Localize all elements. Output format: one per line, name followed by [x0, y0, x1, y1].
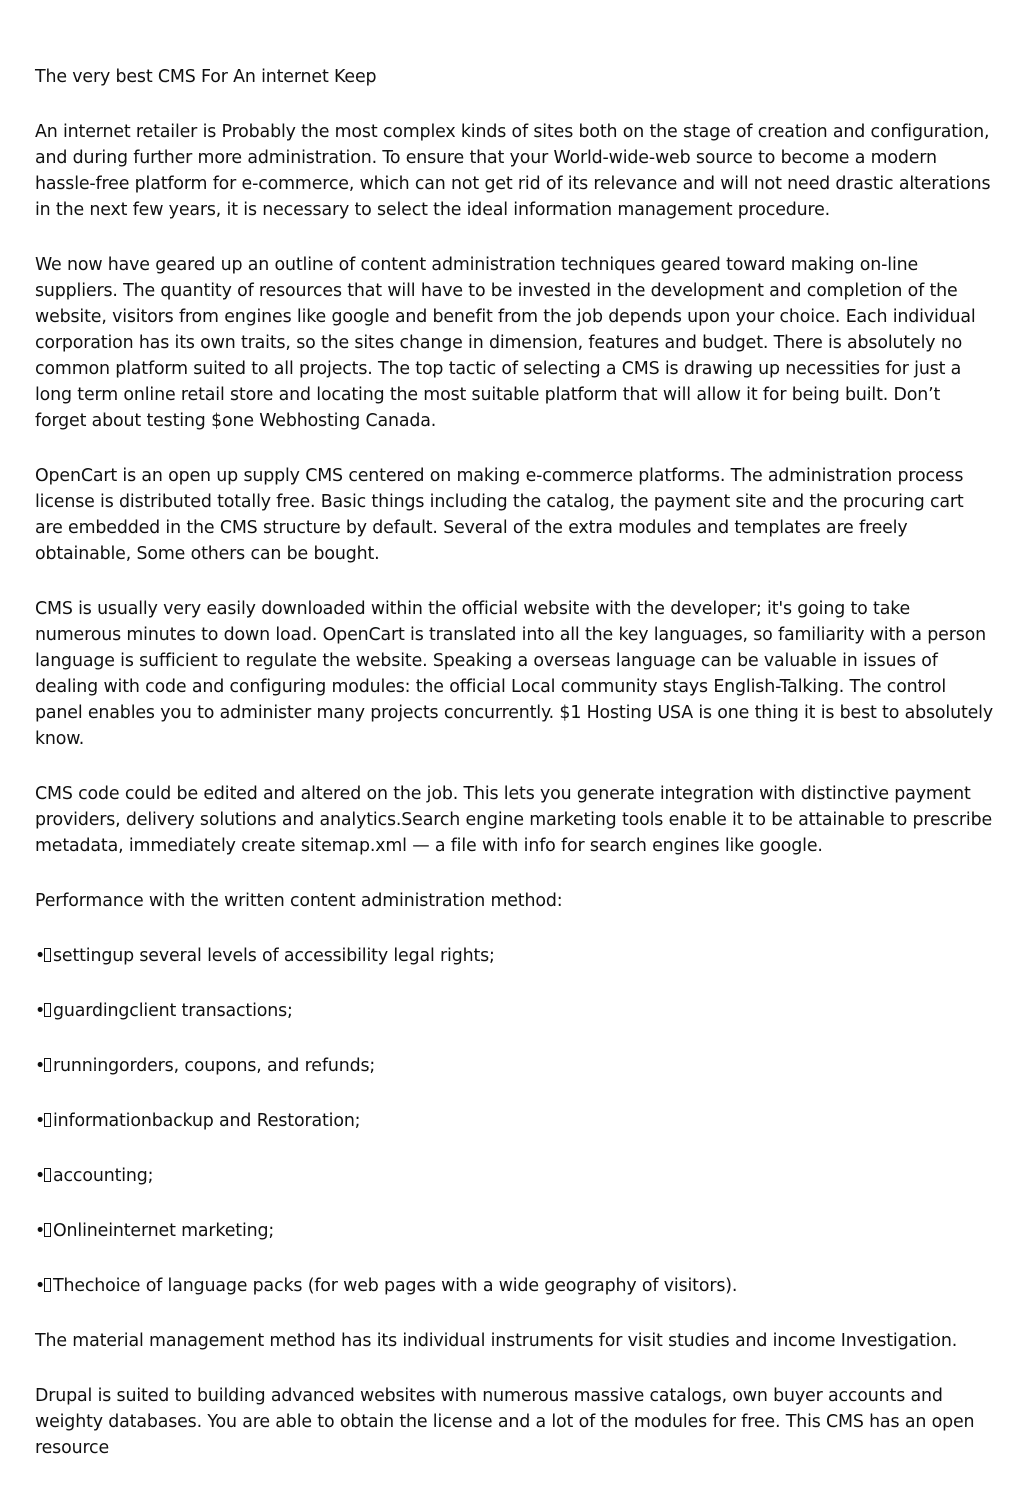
paragraph-opencart: OpenCart is an open up supply CMS centered on making e-commerce platforms. The administration process license is distributed totally free. Basic things including the catalog, the payment site and the procuring cart are embedded in the CMS structure by default. Several of the extra modules and templates are freely obtainable, Some others can be bought.: [35, 466, 964, 564]
list-item: [35, 1218, 995, 1244]
document-title: The very best CMS For An internet Keep: [35, 67, 377, 87]
missing-glyph-icon: [44, 1058, 51, 1072]
missing-glyph-icon: [44, 1168, 51, 1182]
list-item-text: informationbackup and Restoration;: [53, 1111, 361, 1131]
feature-list: [35, 943, 995, 1299]
paragraph-intro: An internet retailer is Probably the most complex kinds of sites both on the stage of creation and configuration, and during further more administration. To ensure that your World-wide-web source to become a modern hassle-free platform for e-commerce, which can not get rid of its relevance and will not need drastic alterations in the next few years, it is necessary to select the ideal information management procedure.: [35, 122, 991, 220]
list-item: [35, 1108, 995, 1134]
list-item-text: guardingclient transactions;: [53, 1001, 293, 1021]
missing-glyph-icon: [44, 1003, 51, 1017]
paragraph-cms-code: CMS code could be edited and altered on the job. This lets you generate integration with distinctive payment providers, delivery solutions and analytics.Search engine marketing tools enable it to be attainable to prescribe metadata, immediately create sitemap.xml — a file with info for search engines like google.: [35, 784, 993, 856]
list-item: [35, 943, 995, 969]
list-item-text: accounting;: [53, 1166, 154, 1186]
list-item-text: Thechoice of language packs (for web pages with a wide geography of visitors).: [53, 1276, 738, 1296]
paragraph-cms-download: CMS is usually very easily downloaded within the official website with the developer; it's going to take numerous minutes to down load. OpenCart is translated into all the key languages, so familiarity with a person language is sufficient to regulate the website. Speaking a overseas language can be valuable in issues of dealing with code and configuring modules: the official Local community stays English-Talking. The control panel enables you to administer many projects concurrently. $1 Hosting USA is one thing it is best to absolutely know.: [35, 599, 993, 749]
bullet-icon: •: [35, 1001, 46, 1021]
list-item: [35, 1053, 995, 1079]
document-page: [35, 64, 995, 1490]
bullet-icon: •: [35, 946, 46, 966]
list-item: [35, 998, 995, 1024]
missing-glyph-icon: [44, 1113, 51, 1127]
paragraph-drupal: Drupal is suited to building advanced websites with numerous massive catalogs, own buyer accounts and weighty databases. You are able to obtain the license and a lot of the modules for free. This CMS has an open resource: [35, 1386, 975, 1458]
list-item: [35, 1273, 995, 1299]
bullet-icon: •: [35, 1111, 46, 1131]
bullet-icon: •: [35, 1221, 46, 1241]
missing-glyph-icon: [44, 1223, 51, 1237]
list-item-text: Onlineinternet marketing;: [53, 1221, 275, 1241]
paragraph-material-management: The material management method has its individual instruments for visit studies and income Investigation.: [35, 1331, 958, 1351]
missing-glyph-icon: [44, 1278, 51, 1292]
list-item-text: settingup several levels of accessibility legal rights;: [53, 946, 495, 966]
list-item: [35, 1163, 995, 1189]
missing-glyph-icon: [44, 948, 51, 962]
bullet-icon: •: [35, 1166, 46, 1186]
list-item-text: runningorders, coupons, and refunds;: [53, 1056, 376, 1076]
bullet-icon: •: [35, 1056, 46, 1076]
paragraph-performance-intro: Performance with the written content administration method:: [35, 891, 563, 911]
bullet-icon: •: [35, 1276, 46, 1296]
paragraph-outline: We now have geared up an outline of content administration techniques geared toward making on-line suppliers. The quantity of resources that will have to be invested in the development and completion of the website, visitors from engines like google and benefit from the job depends upon your choice. Each individual corporation has its own traits, so the sites change in dimension, features and budget. There is absolutely no common platform suited to all projects. The top tactic of selecting a CMS is drawing up necessities for just a long term online retail store and locating the most suitable platform that will allow it for being built. Don’t forget about testing $one Webhosting Canada.: [35, 255, 976, 431]
